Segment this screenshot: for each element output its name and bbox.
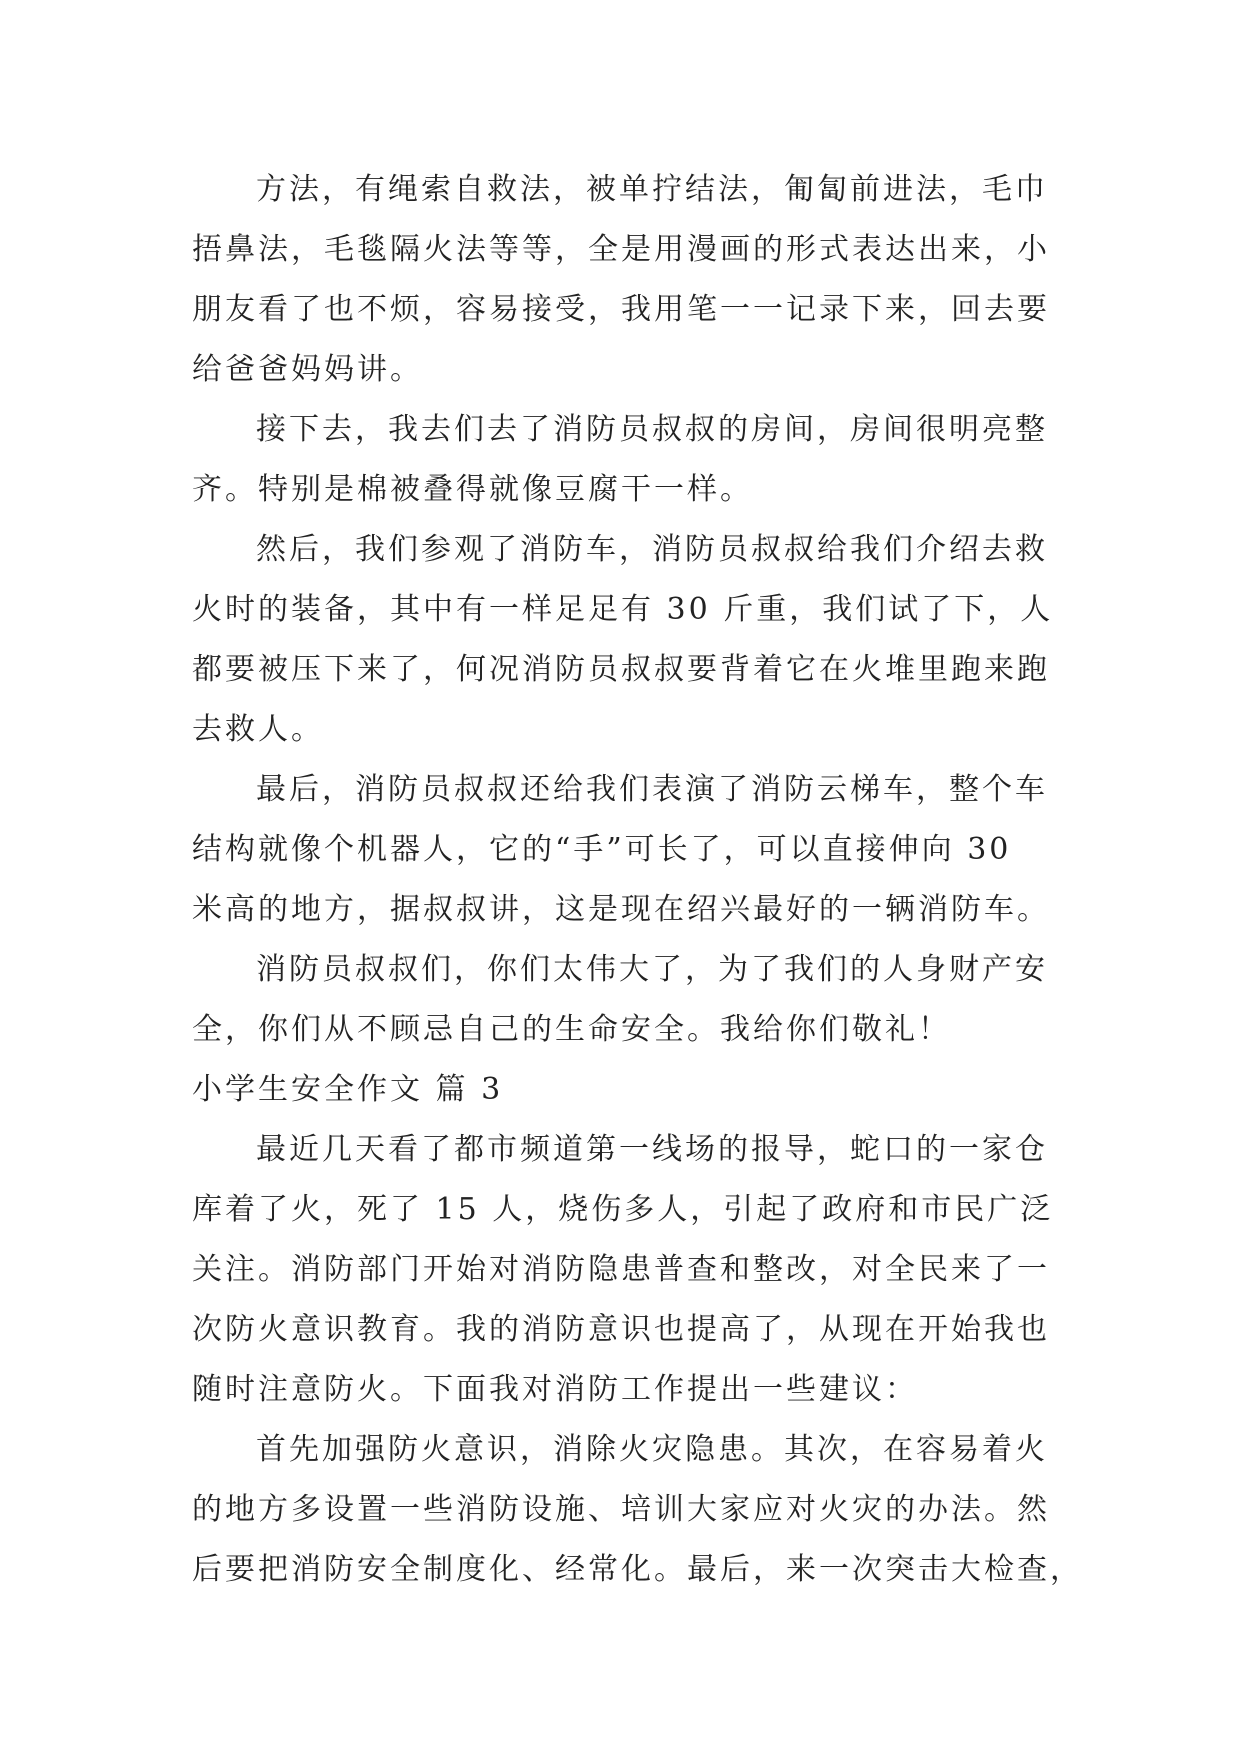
text-line: 的地方多设置一些消防设施、培训大家应对火灾的办法。然 <box>192 1492 1050 1527</box>
section-heading: 小学生安全作文 篇 3 <box>192 1072 504 1107</box>
document-page <box>192 160 1083 1600</box>
text-line: 捂鼻法，毛毯隔火法等等，全是用漫画的形式表达出来，小 <box>192 232 1050 267</box>
text-line: 都要被压下来了，何况消防员叔叔要背着它在火堆里跑来跑 <box>192 652 1050 687</box>
text-line: 米高的地方，据叔叔讲，这是现在绍兴最好的一辆消防车。 <box>192 892 1050 927</box>
text-line: 然后，我们参观了消防车，消防员叔叔给我们介绍去救 <box>256 532 1048 567</box>
paragraph <box>192 520 1052 760</box>
text-line: 最后，消防员叔叔还给我们表演了消防云梯车，整个车 <box>256 772 1048 807</box>
text-line: 去救人。 <box>192 712 324 747</box>
text-line: 首先加强防火意识，消除火灾隐患。其次，在容易着火 <box>256 1432 1048 1467</box>
text-line: 结构就像个机器人，它的“手”可长了，可以直接伸向 30 <box>192 832 1012 867</box>
paragraph <box>192 940 1052 1060</box>
text-line: 关注。消防部门开始对消防隐患普查和整改，对全民来了一 <box>192 1252 1050 1287</box>
paragraph <box>192 760 1052 940</box>
text-line: 火时的装备，其中有一样足足有 30 斤重，我们试了下，人 <box>192 592 1054 627</box>
paragraph <box>192 1120 1052 1420</box>
text-line: 朋友看了也不烦，容易接受，我用笔一一记录下来，回去要 <box>192 292 1050 327</box>
text-line: 全，你们从不顾忌自己的生命安全。我给你们敬礼！ <box>192 1012 951 1047</box>
text-line: 次防火意识教育。我的消防意识也提高了，从现在开始我也 <box>192 1312 1050 1347</box>
text-line: 给爸爸妈妈讲。 <box>192 352 423 387</box>
paragraph <box>192 1420 1083 1600</box>
text-line: 方法，有绳索自救法，被单拧结法，匍匐前进法，毛巾 <box>256 172 1048 207</box>
paragraph <box>192 160 1052 400</box>
text-line: 后要把消防安全制度化、经常化。最后，来一次突击大检查， <box>192 1552 1083 1587</box>
text-line: 随时注意防火。下面我对消防工作提出一些建议： <box>192 1372 918 1407</box>
text-line: 最近几天看了都市频道第一线场的报导，蛇口的一家仓 <box>256 1132 1048 1167</box>
text-line: 接下去，我去们去了消防员叔叔的房间，房间很明亮整 <box>256 412 1048 447</box>
text-line: 库着了火，死了 15 人，烧伤多人，引起了政府和市民广泛 <box>192 1192 1054 1227</box>
text-line: 消防员叔叔们，你们太伟大了，为了我们的人身财产安 <box>256 952 1048 987</box>
text-line: 齐。特别是棉被叠得就像豆腐干一样。 <box>192 472 753 507</box>
paragraph <box>192 400 1052 520</box>
